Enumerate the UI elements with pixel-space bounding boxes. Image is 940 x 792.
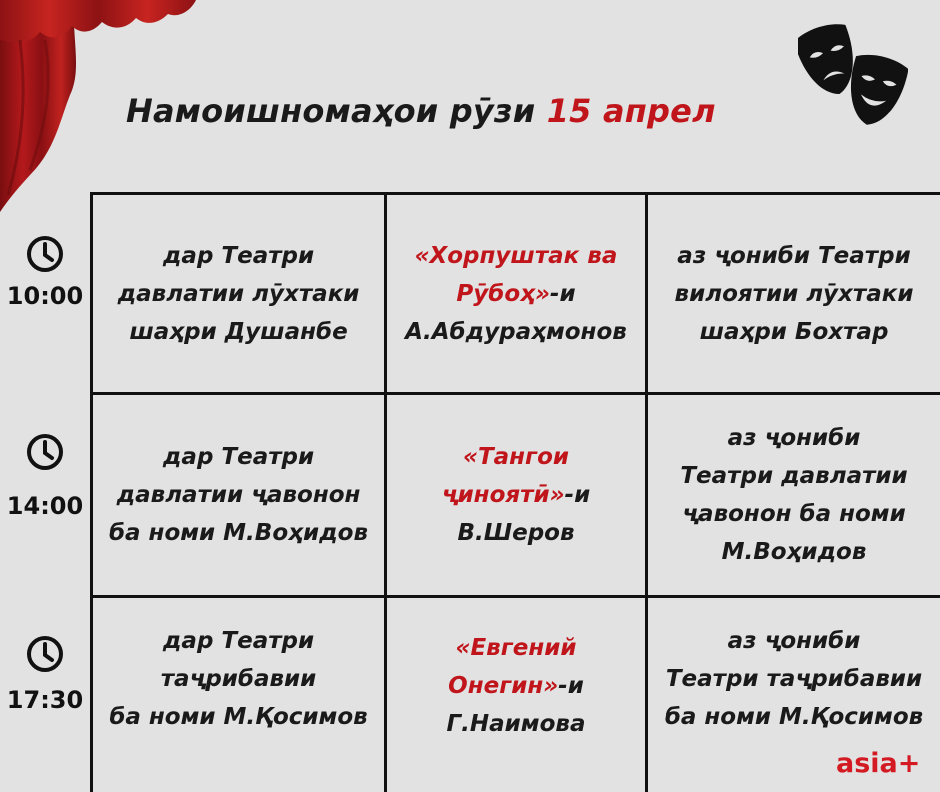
venue-line: таҷрибавии	[160, 666, 317, 692]
troupe-line: ҷавонон ба номи	[682, 501, 906, 527]
theatre-masks-icon	[798, 22, 908, 132]
play-author: Г.Наимова	[446, 711, 586, 737]
venue-line: ба номи М.Қосимов	[109, 704, 368, 730]
time-label: 14:00	[6, 492, 84, 520]
play-title: Рӯбоҳ»	[456, 280, 550, 307]
venue-line: шаҳри Душанбе	[129, 318, 348, 345]
time-label: 10:00	[6, 282, 84, 310]
title-main: Намоишномаҳои рӯзи	[126, 92, 536, 130]
play-title: «Евгений	[455, 635, 577, 661]
troupe-cell	[648, 395, 940, 595]
troupe-line: Театри давлатии	[680, 463, 908, 489]
venue-line: давлатии лӯхтаки	[117, 280, 360, 307]
troupe-line: шаҳри Бохтар	[699, 318, 889, 345]
clock-icon	[25, 432, 65, 472]
play-cell	[387, 195, 645, 392]
time-slot	[0, 234, 90, 310]
venue-line: давлатии ҷавонон	[116, 482, 361, 508]
asia-plus-logo: asia+	[836, 748, 921, 779]
troupe-line: аз ҷониби Театри	[677, 242, 911, 269]
page-title	[126, 92, 716, 130]
venue-line: ба номи М.Воҳидов	[108, 520, 369, 546]
venue-line: дар Театри	[162, 628, 315, 654]
venue-cell	[93, 395, 384, 595]
play-title: «Хорпуштак ва	[414, 242, 618, 269]
clock-icon	[25, 634, 65, 674]
troupe-line: М.Воҳидов	[721, 539, 867, 565]
play-suffix: -и	[558, 673, 584, 699]
time-slot	[0, 432, 90, 520]
time-label: 17:30	[6, 686, 84, 714]
play-author: А.Абдураҳмонов	[405, 318, 627, 345]
clock-icon	[25, 234, 65, 274]
troupe-line: аз ҷониби	[727, 628, 861, 654]
title-date: 15 апрел	[546, 92, 716, 130]
troupe-cell	[648, 195, 940, 392]
troupe-line: Театри таҷрибавии	[665, 666, 923, 692]
venue-line: дар Театри	[162, 242, 315, 269]
troupe-line: аз ҷониби	[727, 425, 861, 451]
play-cell	[387, 598, 645, 788]
play-author: В.Шеров	[457, 520, 575, 546]
play-suffix: -и	[564, 482, 591, 508]
play-suffix: -и	[549, 280, 576, 307]
venue-line: дар Театри	[162, 444, 315, 470]
play-title: «Тангои	[463, 444, 569, 470]
troupe-line: ба номи М.Қосимов	[664, 704, 924, 730]
play-title: ҷиноятӣ»	[441, 482, 565, 508]
venue-cell	[93, 195, 384, 392]
play-title: Онегин»	[448, 673, 559, 699]
troupe-line: вилоятии лӯхтаки	[674, 280, 914, 307]
venue-cell	[93, 598, 384, 788]
time-slot	[0, 634, 90, 714]
play-cell	[387, 395, 645, 595]
